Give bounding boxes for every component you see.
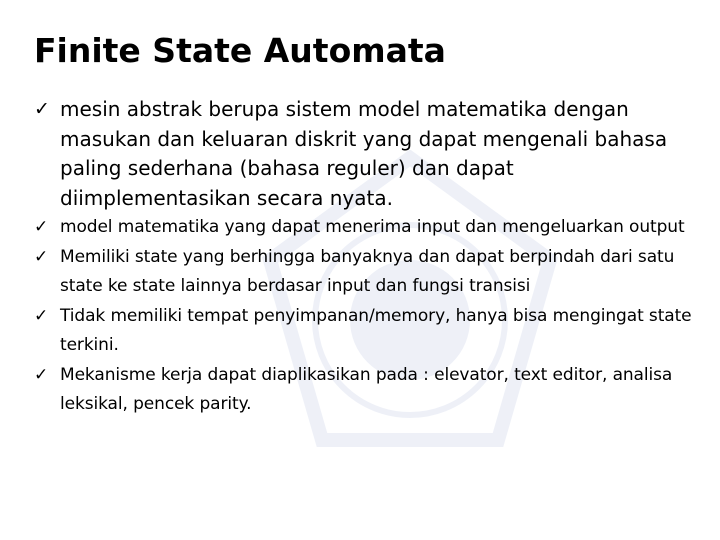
bullet-item	[34, 361, 704, 420]
bullet-text: Tidak memiliki tempat penyimpanan/memory, hanya bisa mengingat state terkini.	[60, 305, 692, 355]
checkmark-icon: ✓	[34, 98, 50, 120]
checkmark-icon: ✓	[34, 364, 49, 385]
checkmark-icon: ✓	[34, 305, 49, 326]
bullet-list	[34, 95, 704, 420]
bullet-item	[34, 95, 704, 213]
bullet-item	[34, 243, 704, 302]
checkmark-icon: ✓	[34, 246, 49, 267]
bullet-text: model matematika yang dapat menerima input dan mengeluarkan output	[60, 217, 685, 237]
slide-title: Finite State Automata	[34, 31, 446, 70]
bullet-text: Mekanisme kerja dapat diaplikasikan pada : elevator, text editor, analisa leksikal, pencek parity.	[60, 364, 673, 414]
bullet-text: Memiliki state yang berhingga banyaknya dan dapat berpindah dari satu state ke state lainnya berdasar input dan fungsi transisi	[60, 246, 675, 296]
bullet-item	[34, 302, 704, 361]
checkmark-icon: ✓	[34, 217, 49, 237]
bullet-item	[34, 213, 704, 243]
bullet-text: mesin abstrak berupa sistem model matematika dengan masukan dan keluaran diskrit yang dapat mengenali bahasa paling sederhana (bahasa reguler) dan dapat diimplementasikan secara nyata.	[60, 97, 668, 210]
